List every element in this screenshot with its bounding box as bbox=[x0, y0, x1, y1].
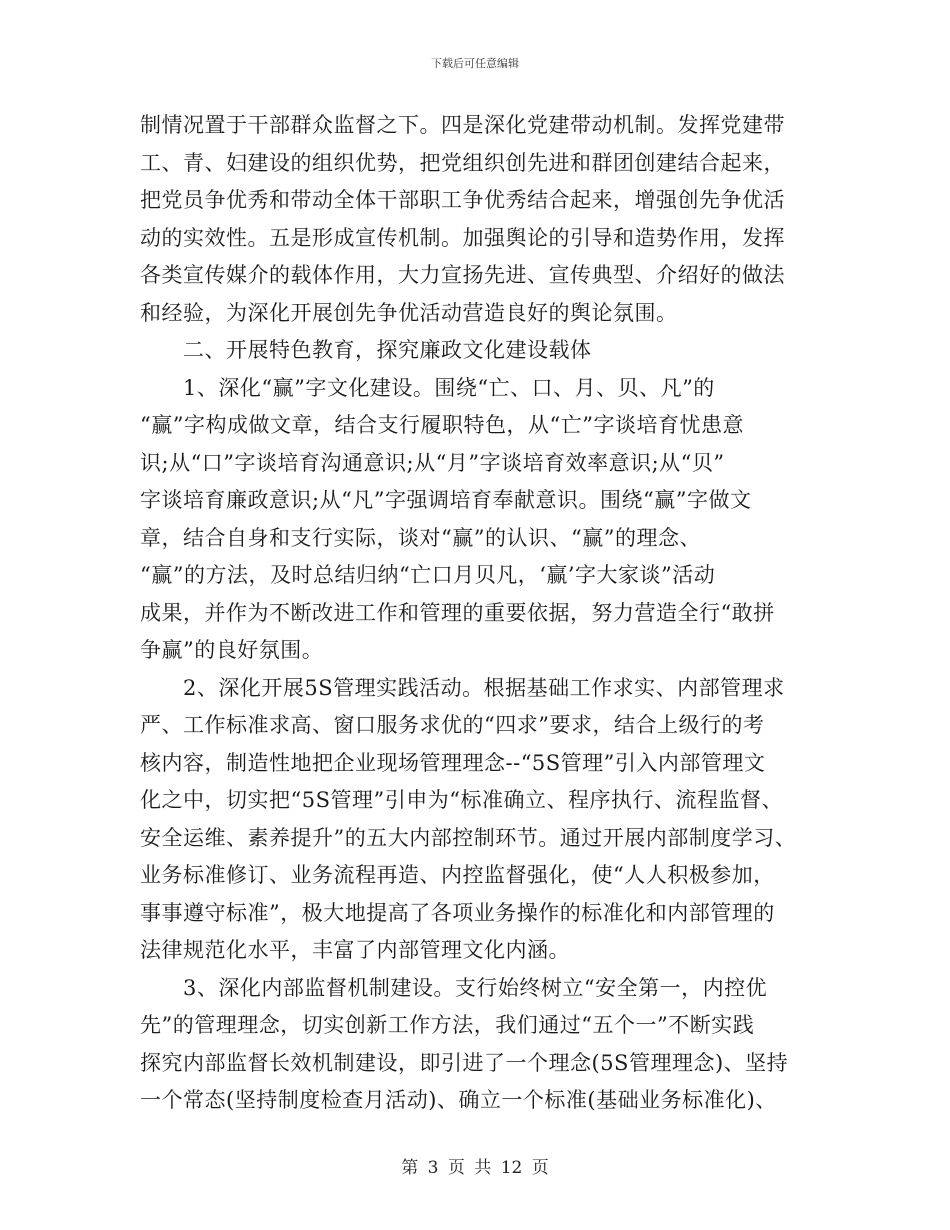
text-line: 2、深化开展5S管理实践活动。根据基础工作求实、内部管理求 bbox=[140, 675, 785, 700]
text-line: 先”的管理理念，切实创新工作方法，我们通过“五个一”不断实践 bbox=[140, 1013, 755, 1037]
text-line: 探究内部监督长效机制建设，即引进了一个理念(5S管理理念)、坚持 bbox=[140, 1050, 789, 1075]
text-line: 3、深化内部监督机制建设。支行始终树立“安全第一，内控优 bbox=[140, 975, 768, 1000]
text-line: 成果，并作为不断改进工作和管理的重要依据，努力营造全行“敢拼 bbox=[140, 600, 775, 625]
text-line: “赢”字构成做文章，结合支行履职特色，从“亡”字谈培育忧患意 bbox=[140, 413, 744, 437]
page-header: 下载后可任意编辑 bbox=[431, 57, 519, 70]
page-number-footer: 第 3 页 共 12 页 bbox=[401, 1158, 549, 1178]
text-line: 业务标准修订、业务流程再造、内控监督强化，使“人人积极参加， bbox=[140, 863, 775, 887]
text-line: 严、工作标准求高、窗口服务求优的“四求”要求，结合上级行的考 bbox=[140, 713, 765, 737]
text-line: 制情况置于干部群众监督之下。四是深化党建带动机制。发挥党建带 bbox=[140, 113, 785, 137]
text-line: 动的实效性。五是形成宣传机制。加强舆论的引导和造势作用，发挥 bbox=[140, 225, 785, 250]
document-body bbox=[140, 107, 810, 1120]
text-line: 字谈培育廉政意识;从“凡”字强调培育奉献意识。围绕“赢”字做文 bbox=[140, 488, 752, 512]
text-line: 1、深化“赢”字文化建设。围绕“亡、口、月、贝、凡”的 bbox=[140, 375, 715, 400]
text-line: 识;从“口”字谈培育沟通意识;从“月”字谈培育效率意识;从“贝” bbox=[140, 450, 725, 475]
text-line: 化之中，切实把“5S管理”引申为“标准确立、程序执行、流程监督、 bbox=[140, 788, 783, 812]
text-line: 和经验，为深化开展创先争优活动营造良好的舆论氛围。 bbox=[140, 300, 678, 325]
text-line: 事事遵守标准”，极大地提高了各项业务操作的标准化和内部管理的 bbox=[140, 900, 775, 925]
text-line: 章，结合自身和支行实际，谈对“赢”的认识、“赢”的理念、 bbox=[140, 525, 701, 550]
text-line: 各类宣传媒介的载体作用，大力宣扬先进、宣传典型、介绍好的做法 bbox=[140, 263, 785, 287]
text-line: 工、青、妇建设的组织优势，把党组织创先进和群团创建结合起来， bbox=[140, 150, 785, 175]
section-heading: 二、开展特色教育，探究廉政文化建设载体 bbox=[140, 338, 592, 362]
text-line: 核内容，制造性地把企业现场管理理念--“5S管理”引入内部管理文 bbox=[140, 750, 766, 775]
text-line: 法律规范化水平，丰富了内部管理文化内涵。 bbox=[140, 938, 570, 962]
text-line: “赢”的方法，及时总结归纳“亡口月贝凡，‘赢’字大家谈”活动 bbox=[140, 563, 716, 587]
text-line: 争赢”的良好氛围。 bbox=[140, 638, 324, 662]
text-line: 把党员争优秀和带动全体干部职工争优秀结合起来，增强创先争优活 bbox=[140, 188, 785, 212]
text-line: 安全运维、素养提升”的五大内部控制环节。通过开展内部制度学习、 bbox=[140, 825, 797, 850]
text-line: 一个常态(坚持制度检查月活动)、确立一个标准(基础业务标准化)、 bbox=[140, 1088, 777, 1112]
